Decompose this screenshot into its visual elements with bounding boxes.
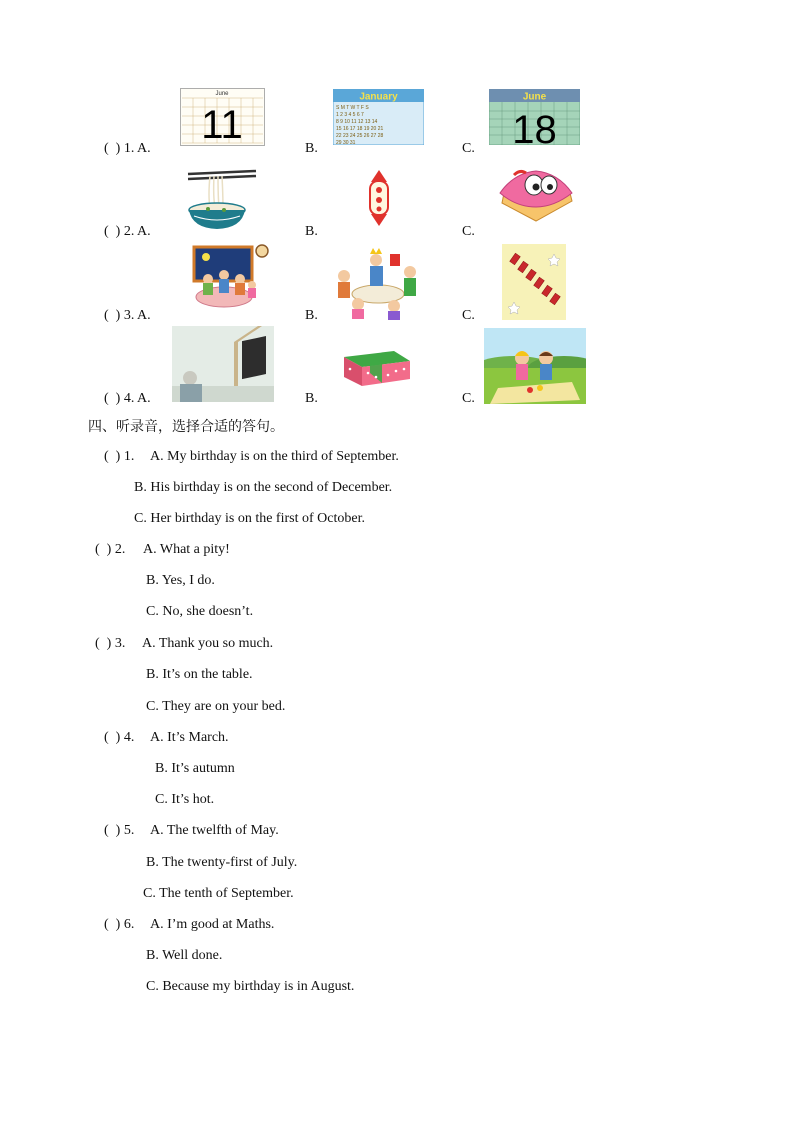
q3-option-a: A. Thank you so much.: [142, 636, 274, 651]
pic-question-2-number: ( ) 2. A.: [104, 224, 151, 239]
q2-option-a: A. What a pity!: [143, 542, 230, 557]
svg-text:1 2 3 4 5 6 7: 1 2 3 4 5 6 7: [336, 112, 364, 118]
pic-question-1-number: ( ) 1. A.: [104, 141, 151, 156]
q6-option-a: A. I’m good at Maths.: [150, 917, 275, 932]
q4-option-c: C. It’s hot.: [155, 792, 215, 807]
pic-question-4-label-b: B.: [305, 391, 318, 406]
candy-image: [365, 168, 393, 228]
calendar-c-month: June: [522, 91, 547, 103]
q6-option-c: C. Because my birthday is in August.: [146, 979, 355, 994]
q1-number: ( ) 1.: [104, 449, 135, 464]
cake-with-eyes-image: [494, 163, 578, 226]
calendar-june-18-image: [489, 89, 580, 145]
q2-option-b: B. Yes, I do.: [146, 573, 215, 588]
pic-question-4-number: ( ) 4. A.: [104, 391, 151, 406]
q4-option-a: A. It’s March.: [150, 730, 229, 745]
pic-question-1-label-b: B.: [305, 141, 318, 156]
family-dinner-night-image: [190, 243, 272, 315]
pic-question-3-number: ( ) 3. A.: [104, 308, 151, 323]
gift-box-image: [342, 345, 412, 387]
birthday-party-image: [330, 246, 426, 320]
q5-option-c: C. The tenth of September.: [143, 886, 294, 901]
calendar-c-big-date: 18: [512, 108, 557, 145]
calendar-a-big-date: 11: [201, 103, 243, 146]
calendar-june-11-image: [180, 88, 265, 146]
calendar-b-month: January: [359, 91, 398, 103]
q2-option-c: C. No, she doesn’t.: [146, 604, 254, 619]
room-tv-image: [172, 326, 274, 402]
q6-number: ( ) 6.: [104, 917, 135, 932]
firecrackers-image: [502, 244, 566, 320]
q3-number: ( ) 3.: [95, 636, 126, 651]
picnic-image: [484, 328, 586, 404]
svg-text:22 23 24 25 26 27 28: 22 23 24 25 26 27 28: [336, 133, 384, 139]
pic-question-1-label-c: C.: [462, 141, 475, 156]
q4-number: ( ) 4.: [104, 730, 135, 745]
q5-number: ( ) 5.: [104, 823, 135, 838]
pic-question-2-label-c: C.: [462, 224, 475, 239]
section-4-title: 四、听录音，选择合适的答句。: [88, 419, 284, 435]
q5-option-a: A. The twelfth of May.: [150, 823, 279, 838]
q3-option-b: B. It’s on the table.: [146, 667, 253, 682]
q6-option-b: B. Well done.: [146, 948, 223, 963]
svg-text:15 16 17 18 19 20 21: 15 16 17 18 19 20 21: [336, 126, 384, 132]
pic-question-2-label-b: B.: [305, 224, 318, 239]
svg-text:8 9 10 11 12 13 14: 8 9 10 11 12 13 14: [336, 119, 378, 125]
svg-text:29 30 31: 29 30 31: [336, 140, 356, 145]
noodles-bowl-image: [180, 166, 258, 232]
svg-text:S M T W T F S: S M T W T F S: [336, 105, 369, 111]
q1-option-c: C. Her birthday is on the first of October.: [134, 511, 365, 526]
q5-option-b: B. The twenty-first of July.: [146, 855, 298, 870]
pic-question-4-label-c: C.: [462, 391, 475, 406]
q1-option-a: A. My birthday is on the third of September.: [150, 449, 399, 464]
calendar-a-month: June: [215, 91, 229, 97]
pic-question-3-label-c: C.: [462, 308, 475, 323]
q4-option-b: B. It’s autumn: [155, 761, 235, 776]
q3-option-c: C. They are on your bed.: [146, 699, 286, 714]
pic-question-3-label-b: B.: [305, 308, 318, 323]
q2-number: ( ) 2.: [95, 542, 126, 557]
calendar-january-image: [333, 89, 424, 145]
q1-option-b: B. His birthday is on the second of December.: [134, 480, 393, 495]
